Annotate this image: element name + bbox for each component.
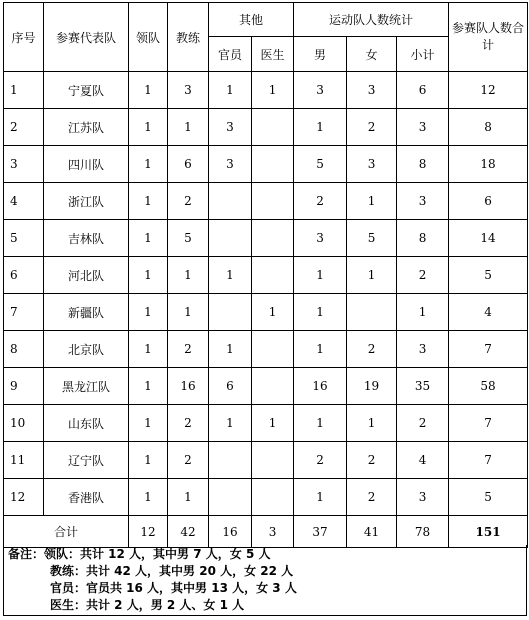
cell-team: 山东队 [44, 405, 129, 442]
cell-seq: 12 [4, 479, 44, 516]
table-row [4, 368, 528, 405]
note-doctors: 医生：共计 2 人，男 2 人、女 1 人 [50, 598, 245, 612]
cell-leader: 1 [129, 331, 168, 368]
cell-seq: 1 [4, 72, 44, 109]
cell-team: 黑龙江队 [44, 368, 129, 405]
cell-coach: 1 [168, 109, 209, 146]
total-coach: 42 [168, 516, 209, 548]
cell-subtotal: 3 [397, 109, 449, 146]
table-row [4, 331, 528, 368]
cell-official: 1 [209, 72, 252, 109]
cell-leader: 1 [129, 109, 168, 146]
cell-female: 1 [347, 183, 397, 220]
cell-coach: 16 [168, 368, 209, 405]
table-row [4, 146, 528, 183]
cell-male: 1 [294, 479, 347, 516]
cell-doctor [252, 442, 294, 479]
cell-official [209, 479, 252, 516]
header-other: 其他 [209, 3, 294, 37]
cell-doctor [252, 183, 294, 220]
cell-total: 14 [449, 220, 528, 257]
cell-coach: 2 [168, 183, 209, 220]
cell-team: 北京队 [44, 331, 129, 368]
cell-male: 1 [294, 331, 347, 368]
note-leaders: 备注：领队：共计 12 人，其中男 7 人，女 5 人 [8, 547, 271, 561]
cell-official: 3 [209, 146, 252, 183]
cell-seq: 11 [4, 442, 44, 479]
cell-leader: 1 [129, 146, 168, 183]
cell-subtotal: 3 [397, 479, 449, 516]
cell-doctor [252, 257, 294, 294]
cell-team: 江苏队 [44, 109, 129, 146]
cell-male: 3 [294, 220, 347, 257]
table-row [4, 183, 528, 220]
cell-team: 浙江队 [44, 183, 129, 220]
cell-female: 2 [347, 109, 397, 146]
cell-total: 18 [449, 146, 528, 183]
cell-official: 1 [209, 405, 252, 442]
total-male: 37 [294, 516, 347, 548]
cell-subtotal: 4 [397, 442, 449, 479]
totals-label: 合计 [4, 516, 129, 548]
cell-leader: 1 [129, 294, 168, 331]
cell-team: 辽宁队 [44, 442, 129, 479]
cell-team: 吉林队 [44, 220, 129, 257]
cell-coach: 5 [168, 220, 209, 257]
total-doctor: 3 [252, 516, 294, 548]
table-row [4, 72, 528, 109]
cell-seq: 2 [4, 109, 44, 146]
cell-seq: 9 [4, 368, 44, 405]
cell-doctor [252, 146, 294, 183]
cell-subtotal: 8 [397, 146, 449, 183]
cell-doctor: 1 [252, 294, 294, 331]
cell-female: 19 [347, 368, 397, 405]
cell-seq: 7 [4, 294, 44, 331]
cell-female: 5 [347, 220, 397, 257]
cell-female: 1 [347, 257, 397, 294]
cell-male: 1 [294, 109, 347, 146]
cell-female: 2 [347, 442, 397, 479]
header-total: 参赛队人数合计 [449, 3, 528, 72]
header-team: 参赛代表队 [44, 3, 129, 72]
header-subtotal: 小计 [397, 37, 449, 72]
cell-seq: 10 [4, 405, 44, 442]
cell-male: 1 [294, 294, 347, 331]
cell-leader: 1 [129, 479, 168, 516]
cell-doctor: 1 [252, 405, 294, 442]
cell-female [347, 294, 397, 331]
cell-coach: 2 [168, 405, 209, 442]
table-row [4, 257, 528, 294]
cell-coach: 2 [168, 442, 209, 479]
cell-official: 3 [209, 109, 252, 146]
header-row-1 [4, 3, 528, 37]
cell-total: 12 [449, 72, 528, 109]
cell-team: 河北队 [44, 257, 129, 294]
cell-coach: 2 [168, 331, 209, 368]
cell-coach: 3 [168, 72, 209, 109]
total-female: 41 [347, 516, 397, 548]
cell-official [209, 442, 252, 479]
cell-seq: 5 [4, 220, 44, 257]
cell-coach: 1 [168, 294, 209, 331]
cell-doctor [252, 109, 294, 146]
table-row [4, 220, 528, 257]
cell-doctor: 1 [252, 72, 294, 109]
cell-female: 2 [347, 479, 397, 516]
cell-total: 6 [449, 183, 528, 220]
cell-official [209, 220, 252, 257]
cell-official: 6 [209, 368, 252, 405]
table-row [4, 479, 528, 516]
cell-subtotal: 3 [397, 331, 449, 368]
notes-block [8, 546, 523, 614]
cell-official: 1 [209, 331, 252, 368]
cell-seq: 3 [4, 146, 44, 183]
cell-total: 5 [449, 479, 528, 516]
notes-frame-bottom [3, 615, 527, 616]
cell-female: 3 [347, 72, 397, 109]
total-official: 16 [209, 516, 252, 548]
cell-team: 新疆队 [44, 294, 129, 331]
cell-doctor [252, 331, 294, 368]
cell-subtotal: 6 [397, 72, 449, 109]
cell-team: 四川队 [44, 146, 129, 183]
total-subtotal: 78 [397, 516, 449, 548]
cell-coach: 1 [168, 257, 209, 294]
cell-total: 8 [449, 109, 528, 146]
header-athletes: 运动队人数统计 [294, 3, 449, 37]
cell-team: 香港队 [44, 479, 129, 516]
cell-total: 7 [449, 405, 528, 442]
header-doctor: 医生 [252, 37, 294, 72]
cell-male: 16 [294, 368, 347, 405]
cell-official [209, 294, 252, 331]
cell-official [209, 183, 252, 220]
cell-total: 5 [449, 257, 528, 294]
cell-female: 3 [347, 146, 397, 183]
cell-seq: 8 [4, 331, 44, 368]
cell-leader: 1 [129, 220, 168, 257]
cell-male: 5 [294, 146, 347, 183]
cell-subtotal: 1 [397, 294, 449, 331]
cell-male: 1 [294, 257, 347, 294]
total-total: 151 [449, 516, 528, 548]
cell-doctor [252, 220, 294, 257]
cell-female: 2 [347, 331, 397, 368]
cell-leader: 1 [129, 405, 168, 442]
header-leader: 领队 [129, 3, 168, 72]
total-leader: 12 [129, 516, 168, 548]
cell-seq: 4 [4, 183, 44, 220]
cell-male: 3 [294, 72, 347, 109]
header-female: 女 [347, 37, 397, 72]
note-officials: 官员：官员共 16 人，其中男 13 人，女 3 人 [50, 581, 297, 595]
cell-female: 1 [347, 405, 397, 442]
table-row [4, 405, 528, 442]
cell-leader: 1 [129, 257, 168, 294]
cell-subtotal: 2 [397, 257, 449, 294]
table-row [4, 294, 528, 331]
totals-row [4, 516, 528, 548]
header-official: 官员 [209, 37, 252, 72]
header-male: 男 [294, 37, 347, 72]
cell-leader: 1 [129, 72, 168, 109]
cell-total: 4 [449, 294, 528, 331]
cell-subtotal: 3 [397, 183, 449, 220]
cell-male: 2 [294, 183, 347, 220]
header-coach: 教练 [168, 3, 209, 72]
cell-leader: 1 [129, 442, 168, 479]
cell-male: 2 [294, 442, 347, 479]
notes-frame-right [526, 545, 527, 616]
delegation-statistics-table [3, 2, 528, 548]
cell-leader: 1 [129, 368, 168, 405]
cell-male: 1 [294, 405, 347, 442]
cell-coach: 1 [168, 479, 209, 516]
cell-doctor [252, 368, 294, 405]
table-row [4, 442, 528, 479]
note-coaches: 教练：共计 42 人，其中男 20 人，女 22 人 [50, 564, 294, 578]
cell-seq: 6 [4, 257, 44, 294]
cell-total: 58 [449, 368, 528, 405]
table-body [4, 3, 528, 548]
notes-frame-left [3, 545, 4, 616]
cell-total: 7 [449, 442, 528, 479]
cell-subtotal: 35 [397, 368, 449, 405]
cell-subtotal: 2 [397, 405, 449, 442]
cell-total: 7 [449, 331, 528, 368]
cell-team: 宁夏队 [44, 72, 129, 109]
cell-doctor [252, 479, 294, 516]
table-row [4, 109, 528, 146]
header-seq: 序号 [4, 3, 44, 72]
cell-coach: 6 [168, 146, 209, 183]
cell-leader: 1 [129, 183, 168, 220]
cell-official: 1 [209, 257, 252, 294]
cell-subtotal: 8 [397, 220, 449, 257]
